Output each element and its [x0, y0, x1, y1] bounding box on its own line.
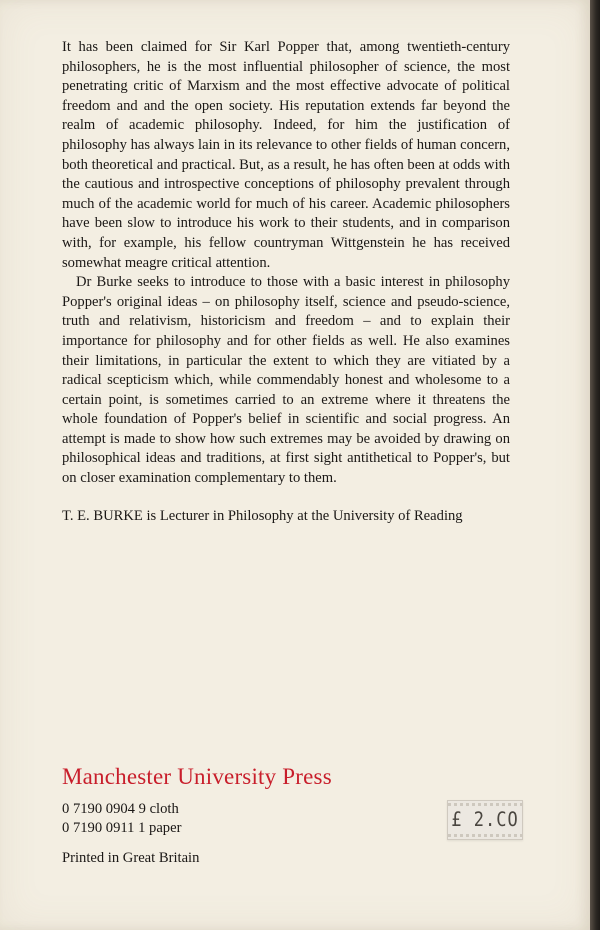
sticker-perforation-top	[448, 803, 522, 806]
publisher-name: Manchester University Press	[62, 764, 332, 789]
isbn-block	[62, 800, 181, 838]
blurb-text	[62, 38, 510, 526]
price-label: £ 2.CO	[451, 808, 519, 832]
price-sticker	[447, 800, 523, 840]
isbn-cloth: 0 7190 0904 9 cloth	[62, 801, 179, 817]
printed-in-note: Printed in Great Britain	[62, 850, 200, 866]
book-edge	[590, 0, 600, 930]
blurb-paragraph-2: Dr Burke seeks to introduce to those with a basic interest in philosophy Popper's original ideas – on philosophy itself, science and pseudo-science, truth and relativism, historicism and freedom – and to explain their importance for philosophy and for other fields as well. He also examines their limitations, in particular the extent to which they are vitiated by a radical scepticism which, while commendably honest and wholesome to a certain point, is sometimes carried to an extreme where it threatens the whole foundation of Popper's belief in scientific and social progress. An attempt is made to show how such extremes may be avoided by drawing on philosophical ideas and traditions, at first sight antithetical to Popper's, but on closer examination complementary to them.	[62, 274, 510, 487]
isbn-paper: 0 7190 0911 1 paper	[62, 820, 182, 836]
sticker-perforation-bottom	[448, 834, 522, 837]
blurb-paragraph-1: It has been claimed for Sir Karl Popper that, among twentieth-century philosophers, he is the most influential philosopher of science, the most penetrating critic of Marxism and the most effective advocate of political freedom and and the open society. His reputation extends far beyond the realm of academic philosophy. Indeed, for him the justification of philosophy has always lain in its relevance to other fields of human concern, both theoretical and practical. But, as a result, he has often been at odds with the cautious and introspective conceptions of philosophy prevalent through much of the academic world for much of his career. Academic philosophers have been slow to introduce his work to their students, and in comparison with, for example, his fellow countryman Wittgenstein he has received somewhat meagre critical attention.	[62, 39, 510, 271]
author-note: T. E. BURKE is Lecturer in Philosophy at the University of Reading	[62, 507, 463, 524]
